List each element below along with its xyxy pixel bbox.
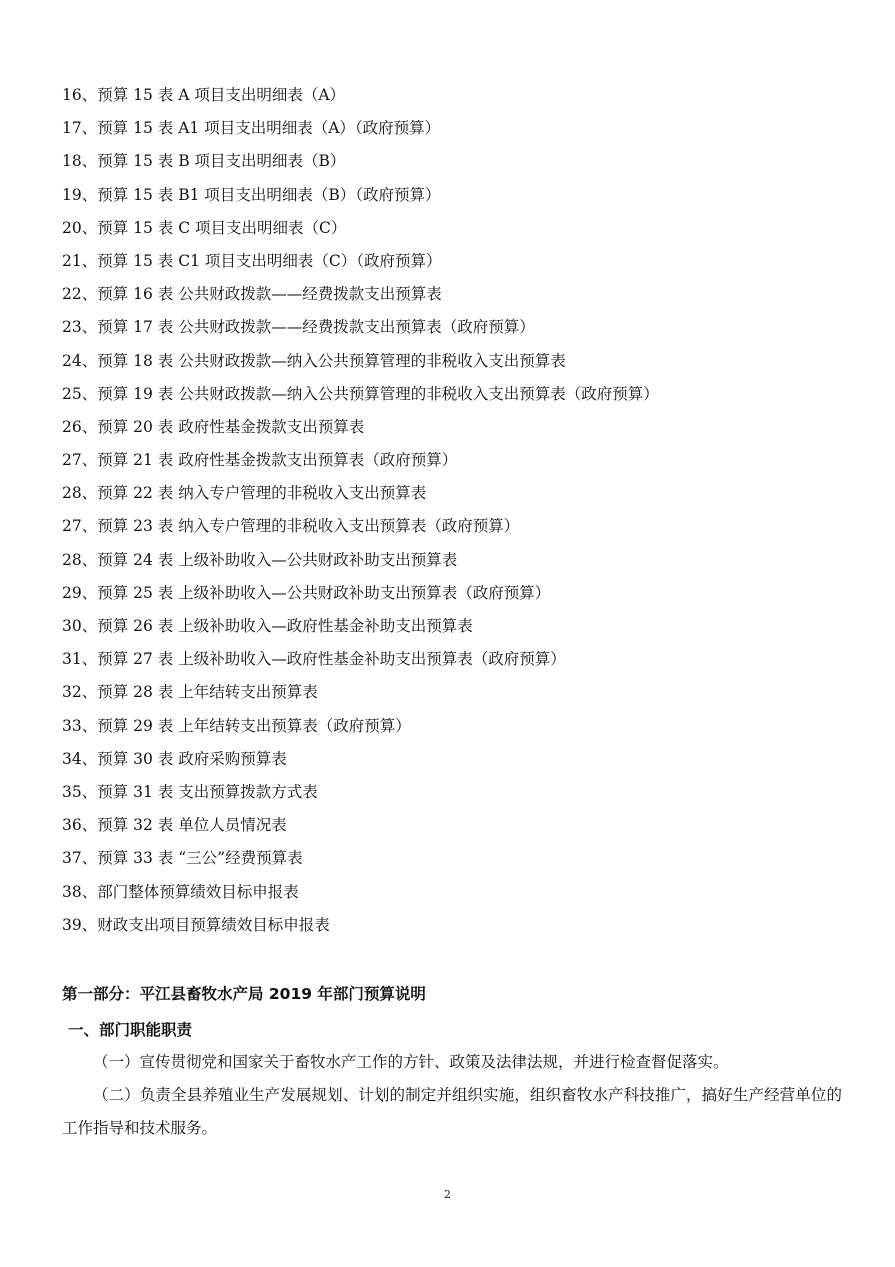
toc-item: 17、预算 15 表 A1 项目支出明细表（A）（政府预算） [62,119,441,138]
toc-item: 28、预算 24 表 上级补助收入—公共财政补助支出预算表 [62,550,458,569]
toc-item: 26、预算 20 表 政府性基金拨款支出预算表 [62,417,365,436]
toc-item: 31、预算 27 表 上级补助收入—政府性基金补助支出预算表（政府预算） [62,650,566,669]
toc-item: 37、预算 33 表 “三公”经费预算表 [62,849,303,868]
toc-item: 34、预算 30 表 政府采购预算表 [62,749,287,768]
toc-list [62,82,862,945]
toc-item: 16、预算 15 表 A 项目支出明细表（A） [62,86,346,104]
toc-item: 32、预算 28 表 上年结转支出预算表 [62,683,318,702]
page-number: 2 [444,1188,451,1201]
toc-item: 30、预算 26 表 上级补助收入—政府性基金补助支出预算表 [62,617,473,635]
section-heading: 第一部分：平江县畜牧水产局 2019 年部门预算说明 [62,985,426,1003]
toc-item: 38、部门整体预算绩效目标申报表 [62,882,299,901]
toc-item: 18、预算 15 表 B 项目支出明细表（B） [62,152,346,171]
sub-heading: 一、部门职能职责 [68,1021,193,1039]
toc-item: 39、财政支出项目预算绩效目标申报表 [62,915,330,934]
toc-item: 28、预算 22 表 纳入专户管理的非税收入支出预算表 [62,484,427,503]
toc-item: 22、预算 16 表 公共财政拨款——经费拨款支出预算表 [62,285,442,304]
toc-item: 21、预算 15 表 C1 项目支出明细表（C）（政府预算） [62,251,442,270]
toc-item: 27、预算 21 表 政府性基金拨款支出预算表（政府预算） [62,451,458,470]
toc-item: 35、预算 31 表 支出预算拨款方式表 [62,782,318,801]
toc-item: 25、预算 19 表 公共财政拨款—纳入公共预算管理的非税收入支出预算表（政府预算） [62,384,659,403]
toc-item: 20、预算 15 表 C 项目支出明细表（C） [62,218,347,237]
toc-item: 36、预算 32 表 单位人员情况表 [62,816,287,835]
toc-item: 23、预算 17 表 公共财政拨款——经费拨款支出预算表（政府预算） [62,318,535,337]
toc-item: 19、预算 15 表 B1 项目支出明细表（B）（政府预算） [62,185,441,204]
toc-item: 27、预算 23 表 纳入专户管理的非税收入支出预算表（政府预算） [62,517,520,536]
body-text [62,1046,842,1145]
toc-item: 33、预算 29 表 上年结转支出预算表（政府预算） [62,716,411,735]
toc-item: 24、预算 18 表 公共财政拨款—纳入公共预算管理的非税收入支出预算表 [62,351,566,370]
paragraph: （一）宣传贯彻党和国家关于畜牧水产工作的方针、政策及法律法规，并进行检查督促落实。 [93,1053,729,1071]
paragraph: （二）负责全县养殖业生产发展规划、计划的制定并组织实施，组织畜牧水产科技推广，搞好生产经营单位的工作指导和技术服务。 [62,1086,842,1137]
toc-item: 29、预算 25 表 上级补助收入—公共财政补助支出预算表（政府预算） [62,583,551,602]
